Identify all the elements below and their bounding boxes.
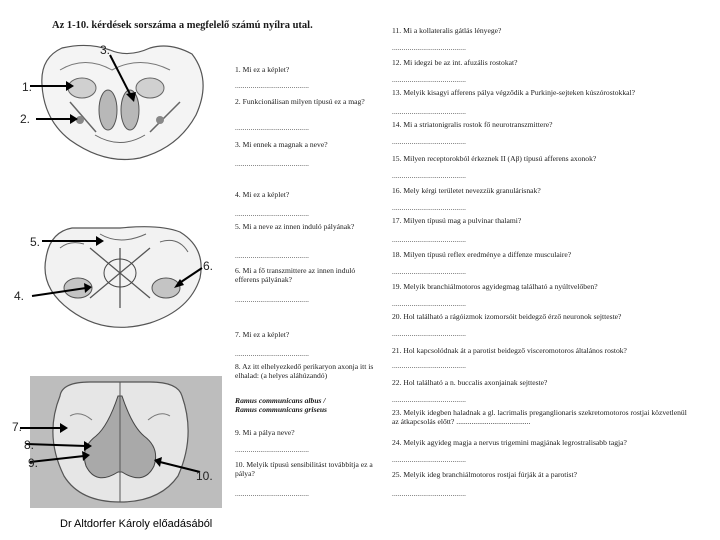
answer-line[interactable]: ...................................... bbox=[392, 204, 467, 212]
label-7: 7. bbox=[12, 420, 23, 434]
label-5: 5. bbox=[30, 235, 41, 249]
answer-line[interactable]: ...................................... bbox=[392, 76, 467, 84]
answer-line[interactable]: ...................................... bbox=[392, 456, 467, 464]
question-2: 2. Funkcionálisan milyen típusú ez a mag? bbox=[235, 97, 365, 106]
question-25: 25. Melyik ideg branchiálmotoros rostjai fúrják át a parotist? bbox=[392, 470, 577, 479]
question-9: 9. Mi a pálya neve? bbox=[235, 428, 295, 437]
question-16: 16. Mely kérgi területet nevezzük granulárisnak? bbox=[392, 186, 541, 195]
label-2: 2. bbox=[20, 112, 31, 126]
credit-caption: Dr Altdorfer Károly előadásából bbox=[60, 518, 213, 530]
label-10: 10. bbox=[196, 469, 213, 483]
question-11: 11. Mi a kollateralis gátlás lényege? bbox=[392, 26, 502, 35]
spinal-cord-figure bbox=[0, 376, 232, 508]
question-14: 14. Mi a striatonigralis rostok fő neurotranszmittere? bbox=[392, 120, 553, 129]
question-17: 17. Milyen típusú mag a pulvinar thalami? bbox=[392, 216, 522, 225]
answer-line[interactable]: ...................................... bbox=[235, 82, 310, 90]
label-3: 3. bbox=[100, 43, 111, 57]
answer-line[interactable]: ...................................... bbox=[235, 160, 310, 168]
answer-line[interactable]: ...................................... bbox=[392, 44, 467, 52]
question-13: 13. Melyik kisagyi afferens pálya végződik a Purkinje-sejteken kúszórostokkal? bbox=[392, 88, 636, 97]
question-8: 8. Az itt elhelyezkedő perikaryon axonja itt is elhalad: (a helyes aláhúzandó) bbox=[235, 362, 374, 380]
question-5: 5. Mi a neve az innen induló pályának? bbox=[235, 222, 355, 231]
question-21: 21. Hol kapcsolódnak át a parotist beidegző visceromotoros általános rostok? bbox=[392, 346, 627, 355]
answer-line[interactable]: ...................................... bbox=[392, 490, 467, 498]
question-10: 10. Melyik típusú sensibilitást továbbítja ez a pálya? bbox=[235, 460, 373, 478]
question-24: 24. Melyik agyideg magja a nervus trigemini magjának legrostralisabb tagja? bbox=[392, 438, 627, 447]
option-griseus[interactable]: Ramus communicans griseus bbox=[235, 405, 327, 414]
brainstem-section-figure bbox=[0, 40, 232, 170]
answer-line[interactable]: ...................................... bbox=[392, 330, 467, 338]
answer-line[interactable]: ...................................... bbox=[392, 108, 467, 116]
answer-line[interactable]: ...................................... bbox=[235, 296, 310, 304]
answer-line[interactable]: ...................................... bbox=[392, 172, 467, 180]
label-1: 1. bbox=[22, 80, 33, 94]
answer-line[interactable]: ...................................... bbox=[392, 138, 467, 146]
question-4: 4. Mi ez a képlet? bbox=[235, 190, 290, 199]
answer-line[interactable]: ...................................... bbox=[235, 252, 310, 260]
question-12: 12. Mi idegzi be az int. afuzális rostokat? bbox=[392, 58, 518, 67]
answer-line[interactable]: ...................................... bbox=[392, 300, 467, 308]
question-3: 3. Mi ennek a magnak a neve? bbox=[235, 140, 328, 149]
question-6: 6. Mi a fő transzmittere az innen induló efferens pályának? bbox=[235, 266, 356, 284]
question-18: 18. Milyen típusú reflex eredménye a diffenze musculaire? bbox=[392, 250, 572, 259]
question-19: 19. Melyik branchiálmotoros agyidegmag található a nyúltvelőben? bbox=[392, 282, 598, 291]
question-22: 22. Hol található a n. buccalis axonjainak sejtteste? bbox=[392, 378, 548, 387]
question-7: 7. Mi ez a képlet? bbox=[235, 330, 290, 339]
answer-line[interactable]: ...................................... bbox=[392, 268, 467, 276]
label-6: 6. bbox=[203, 259, 214, 273]
question-1: 1. Mi ez a képlet? bbox=[235, 65, 290, 74]
label-4: 4. bbox=[14, 289, 25, 303]
answer-line[interactable]: ...................................... bbox=[392, 236, 467, 244]
question-15: 15. Milyen receptorokból érkeznek II (Aβ) típusú afferens axonok? bbox=[392, 154, 597, 163]
label-8: 8. bbox=[24, 438, 35, 452]
answer-line[interactable]: ...................................... bbox=[235, 446, 310, 454]
worksheet-header: Az 1-10. kérdések sorszáma a megfelelő számú nyílra utal. bbox=[52, 20, 313, 31]
question-23: 23. Melyik idegben haladnak a gl. lacrimalis preganglionaris szekretomotoros rostjai közvetlenül az átkapcsolás előtt? ....................................... bbox=[392, 408, 687, 426]
answer-line[interactable]: ...................................... bbox=[235, 350, 310, 358]
cord-section-figure bbox=[0, 218, 232, 340]
question-20: 20. Hol található a rágóizmok izomorsóit beidegző érző neuronok sejtteste? bbox=[392, 312, 622, 321]
answer-line[interactable]: ...................................... bbox=[235, 124, 310, 132]
answer-line[interactable]: ...................................... bbox=[392, 362, 467, 370]
option-albus[interactable]: Ramus communicans albus / bbox=[235, 396, 326, 405]
answer-line[interactable]: ...................................... bbox=[235, 490, 310, 498]
answer-line[interactable]: ...................................... bbox=[235, 210, 310, 218]
label-9: 9. bbox=[28, 456, 39, 470]
answer-line[interactable]: ...................................... bbox=[392, 396, 467, 404]
